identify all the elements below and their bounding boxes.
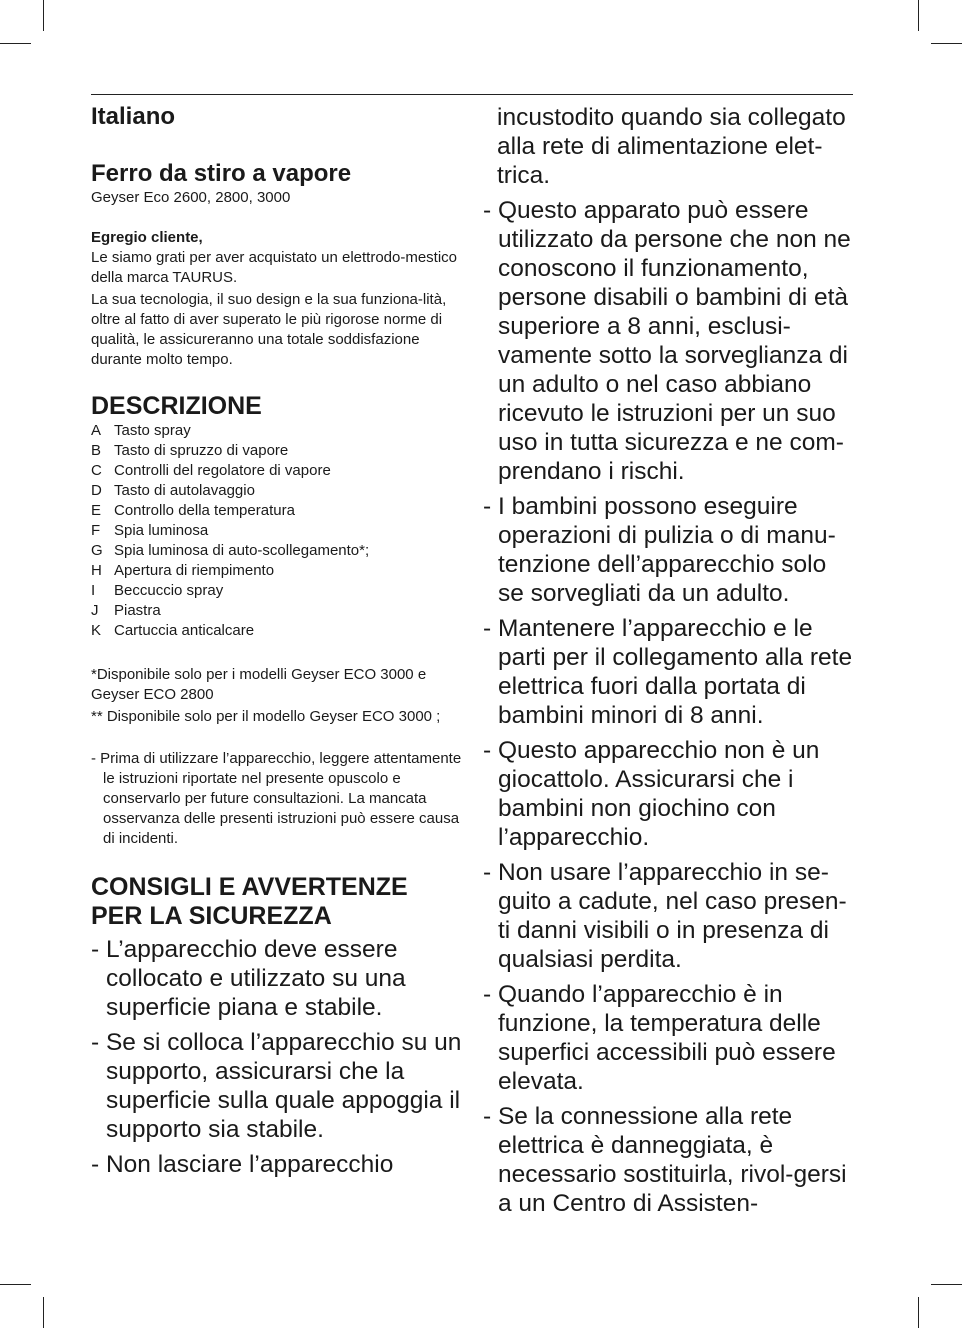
precaution-note: - Prima di utilizzare l’apparecchio, leggere attentamente le istruzioni riportate nel presente opuscolo e conservarlo per future consultazioni. La mancata osservanza delle presenti istruzioni può essere causa di incidenti. — [91, 750, 462, 847]
crop-mark — [931, 43, 962, 44]
parts-list-item: A Tasto spray — [91, 422, 191, 439]
safety-item: - Non lasciare l’apparecchio — [91, 1151, 394, 1178]
crop-mark — [0, 43, 31, 44]
safety-item: - Non usare l’apparecchio in se-guito a cadute, nel caso presen-ti danni visibili o in presenza di qualsiasi perdita. — [483, 859, 847, 973]
safety-item: - Se si colloca l’apparecchio su un supporto, assicurarsi che la superficie sulla quale appoggia il supporto sia stabile. — [91, 1029, 462, 1143]
crop-mark — [43, 1297, 44, 1328]
parts-list-item: G Spia luminosa di auto-scollegamento*; — [91, 542, 370, 559]
crop-mark — [0, 1284, 31, 1285]
parts-list-item: D Tasto di autolavaggio — [91, 482, 255, 499]
crop-mark — [43, 0, 44, 31]
intro-paragraph: Le siamo grati per aver acquistato un elettrodo-mestico della marca TAURUS. — [91, 249, 458, 286]
safety-item: - I bambini possono eseguire operazioni di pulizia o di manu-tenzione dell’apparecchio solo se sorvegliati da un adulto. — [483, 493, 836, 607]
safety-item: - L’apparecchio deve essere collocato e utilizzato su una superficie piana e stabile. — [91, 936, 406, 1021]
safety-item: - Questo apparecchio non è un giocattolo. Assicurarsi che i bambini non giochino con l’apparecchio. — [483, 737, 820, 851]
parts-list-item: C Controlli del regolatore di vapore — [91, 462, 331, 479]
product-models: Geyser Eco 2600, 2800, 3000 — [91, 189, 291, 206]
crop-mark — [931, 1284, 962, 1285]
parts-list-item: K Cartuccia anticalcare — [91, 622, 255, 639]
parts-list-item: F Spia luminosa — [91, 522, 209, 539]
footnote: ** Disponibile solo per il modello Geyser ECO 3000 ; — [91, 708, 441, 725]
footnote: *Disponibile solo per i modelli Geyser ECO 3000 e Geyser ECO 2800 — [91, 666, 427, 703]
availability-notes — [91, 665, 466, 727]
parts-list-item: H Apertura di riempimento — [91, 562, 275, 579]
parts-list-item: B Tasto di spruzzo di vapore — [91, 442, 289, 459]
parts-list-item: J Piastra — [91, 602, 161, 619]
language-label: Italiano — [91, 103, 176, 130]
header-rule — [91, 94, 853, 95]
parts-list-item: I Beccuccio spray — [91, 582, 224, 599]
safety-item-continuation: incustodito quando sia collegato alla rete di alimentazione elet-trica. — [497, 104, 846, 189]
product-title: Ferro da stiro a vapore — [91, 160, 352, 187]
parts-list-item: E Controllo della temperatura — [91, 502, 295, 519]
safety-item: - Mantenere l’apparecchio e le parti per il collegamento alla rete elettrica fuori dalla portata di bambini minori di 8 anni. — [483, 615, 853, 729]
safety-heading: CONSIGLI E AVVERTENZE PER LA SICUREZZA — [91, 873, 408, 930]
parts-list — [91, 421, 466, 641]
crop-mark — [918, 0, 919, 31]
greeting: Egregio cliente, — [91, 229, 203, 246]
description-heading: DESCRIZIONE — [91, 392, 262, 420]
safety-item: - Questo apparato può essere utilizzato da persone che non ne conoscono il funzionamento, persone disabili o bambini di età superiore a 8 anni, esclusi-vamente sotto la sorveglianza di un adulto o nel caso abbiano ricevuto le istruzioni per un suo uso in tutta sicurezza e ne com-prendano i rischi. — [483, 197, 851, 485]
crop-mark — [918, 1297, 919, 1328]
safety-item: - Se la connessione alla rete elettrica è danneggiata, è necessario sostituirla, rivol-gersi a un Centro di Assisten- — [483, 1103, 847, 1217]
left-column — [91, 100, 466, 1185]
safety-item: - Quando l’apparecchio è in funzione, la temperatura delle superfici accessibili può essere elevata. — [483, 981, 836, 1095]
intro-paragraph: La sua tecnologia, il suo design e la sua funziona-lità, oltre al fatto di aver superato le più rigorose norme di qualità, le assicureranno una totale soddisfazione durante molto tempo. — [91, 291, 447, 368]
right-column — [483, 100, 858, 1224]
